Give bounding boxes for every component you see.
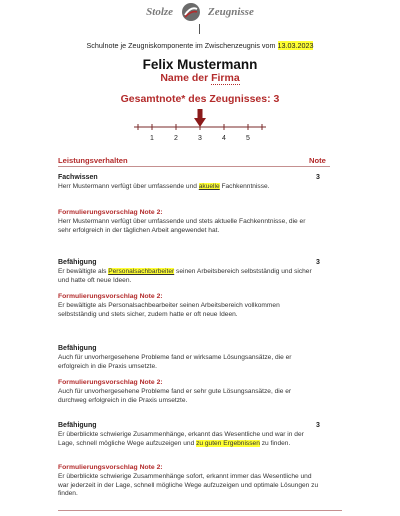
header-rule bbox=[58, 166, 330, 167]
logo-right-word: Zeugnisse bbox=[207, 6, 254, 18]
suggestion-title: Formulierungsvorschlag Note 2: bbox=[58, 464, 163, 471]
text-part: Er bewältigte als bbox=[58, 268, 109, 275]
text-part: zu finden. bbox=[259, 439, 291, 447]
scale-tick-label: 1 bbox=[150, 135, 154, 142]
logo bbox=[0, 2, 400, 24]
suggestion-title: Formulierungsvorschlag Note 2: bbox=[58, 293, 163, 300]
scale-tick-label: 5 bbox=[246, 135, 250, 142]
grade-scale bbox=[130, 107, 270, 147]
grade-marker-arrow-icon bbox=[194, 118, 206, 127]
footer-rule bbox=[58, 510, 342, 511]
section-title: Befähigung bbox=[58, 422, 97, 429]
document-subtitle bbox=[0, 41, 400, 50]
subtitle-prefix: Schulnote je Zeugniskomponente im Zwischenzeugnis vom bbox=[86, 41, 276, 50]
highlighted-text: zu guten Ergebnissen bbox=[196, 439, 260, 447]
section-title: Fachwissen bbox=[58, 174, 98, 181]
highlighted-text: Personalsachbarbeiter bbox=[108, 268, 175, 275]
section-grade: 3 bbox=[316, 174, 320, 181]
scale-tick-label: 2 bbox=[174, 135, 178, 142]
subtitle-date: 13.03.2023 bbox=[277, 41, 314, 50]
person-name: Felix Mustermann bbox=[142, 57, 258, 72]
text-part: seinen Arbeitsbereich selbstständig und sicher und hatte oft neue Ideen. bbox=[58, 268, 312, 284]
section-grade: 3 bbox=[316, 422, 320, 429]
text-part: Herr Mustermann verfügt über umfassende und bbox=[58, 183, 199, 190]
text-part: Fachkenntnisse. bbox=[219, 183, 270, 190]
section-text: Auch für unvorhergesehene Probleme fand er wirksame Lösungsansätze, die er erfolgreich in die Praxis umsetzte. bbox=[58, 354, 292, 370]
scale-tick-label: 3 bbox=[198, 135, 202, 142]
suggestion-text: Auch für unvorhergesehene Probleme fand er sehr gute Lösungsansätze, die er durchweg erfolgreich in die Praxis umsetzte. bbox=[58, 388, 292, 404]
header-divider bbox=[199, 24, 200, 34]
section-text bbox=[58, 268, 320, 285]
section-title: Befähigung bbox=[58, 259, 97, 266]
suggestion-text: Herr Mustermann verfügt über umfassende und stets aktuelle Fachkenntnisse, die er sehr erfolgreich in der täglichen Arbeit angewendet hat. bbox=[58, 218, 306, 234]
grade-marker-shaft bbox=[198, 109, 203, 118]
firm-prefix: Name der bbox=[160, 72, 209, 84]
section-text bbox=[58, 183, 320, 192]
suggestion-title: Formulierungsvorschlag Note 2: bbox=[58, 209, 163, 216]
overall-grade bbox=[0, 93, 400, 105]
overall-grade-value: 3 bbox=[273, 93, 280, 105]
column-header-grade: Note bbox=[309, 156, 326, 165]
highlighted-text: akuelle bbox=[198, 183, 220, 190]
logo-mark-icon bbox=[181, 2, 201, 22]
column-header-performance: Leistungsverhalten bbox=[58, 156, 128, 165]
section-grade: 3 bbox=[316, 259, 320, 266]
suggestion-text: Er bewältigte als Personalsachbearbeiter seinen Arbeitsbereich vollkommen selbstständig und stets sicher, zudem hatte er oft neue Ideen. bbox=[58, 302, 280, 318]
firm-name bbox=[0, 72, 400, 84]
logo-left-word: Stolze bbox=[146, 6, 174, 18]
suggestion-text: Er überblickte schwierige Zusammenhänge sofort, erkannt immer das Wesentliche und war jederzeit in der Lage, schnell mögliche Wege aufzuzeigen und optimale Lösungen zu finden. bbox=[58, 473, 319, 498]
firm-word: Firma bbox=[211, 72, 240, 84]
overall-grade-label: Gesamtnote* des Zeugnisses: bbox=[120, 93, 271, 105]
section-text bbox=[58, 431, 320, 448]
scale-tick-label: 4 bbox=[222, 135, 226, 142]
text-part: Er überblickte schwierige Zusammenhänge, erkannt das Wesentliche und war in der Lage, schnell mögliche Wege aufzuzeigen und bbox=[58, 431, 304, 447]
suggestion-title: Formulierungsvorschlag Note 2: bbox=[58, 379, 163, 386]
section-title: Befähigung bbox=[58, 345, 97, 352]
